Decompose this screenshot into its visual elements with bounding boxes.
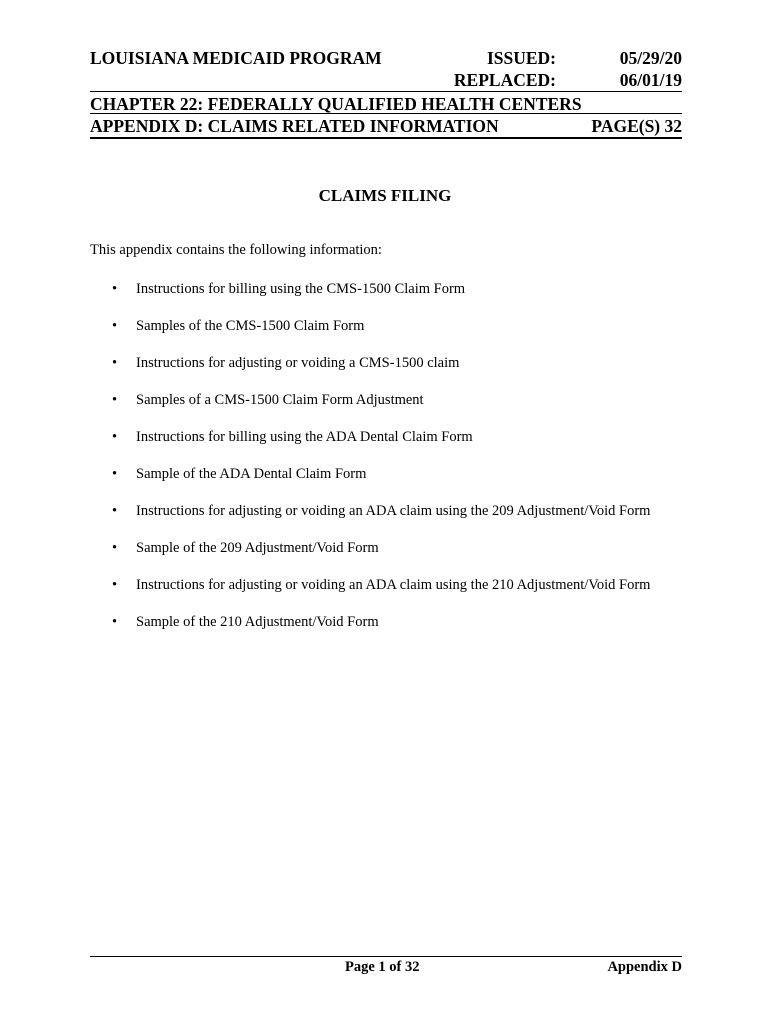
replaced-label: REPLACED: xyxy=(453,70,556,90)
bullet-icon: • xyxy=(112,318,118,334)
replaced-date: 06/01/19 xyxy=(619,70,682,90)
issued-date: 05/29/20 xyxy=(619,48,682,68)
bullet-icon: • xyxy=(112,429,118,445)
list-item-text: Samples of a CMS-1500 Claim Form Adjustment xyxy=(136,392,424,408)
issued-label: ISSUED: xyxy=(486,48,556,68)
bullet-icon: • xyxy=(112,503,118,519)
footer-section: Appendix D xyxy=(607,959,682,975)
page-count: PAGE(S) 32 xyxy=(591,116,682,136)
bullet-icon: • xyxy=(112,392,118,408)
list-item-text: Instructions for adjusting or voiding an ADA claim using the 209 Adjustment/Void Form xyxy=(136,503,651,519)
header-row-replaced xyxy=(90,68,682,92)
program-name: LOUISIANA MEDICAID PROGRAM xyxy=(90,48,382,68)
footer-divider xyxy=(90,956,682,957)
bullet-icon: • xyxy=(112,614,118,630)
bullet-icon: • xyxy=(112,355,118,371)
bullet-icon: • xyxy=(112,540,118,556)
list-item-text: Instructions for billing using the ADA Dental Claim Form xyxy=(136,429,473,445)
list-item-text: Sample of the 210 Adjustment/Void Form xyxy=(136,614,379,630)
list-item-text: Sample of the ADA Dental Claim Form xyxy=(136,466,367,482)
header-row-chapter xyxy=(90,91,682,114)
bullet-icon: • xyxy=(112,577,118,593)
intro-text: This appendix contains the following information: xyxy=(90,242,382,258)
header-row-appendix xyxy=(90,113,682,139)
header-row-program xyxy=(90,46,682,70)
list-item-text: Sample of the 209 Adjustment/Void Form xyxy=(136,540,379,556)
list-item-text: Instructions for adjusting or voiding an ADA claim using the 210 Adjustment/Void Form xyxy=(136,577,651,593)
chapter-title: CHAPTER 22: FEDERALLY QUALIFIED HEALTH CENTERS xyxy=(90,94,582,114)
list-item-text: Instructions for adjusting or voiding a CMS-1500 claim xyxy=(136,355,460,371)
list-item-text: Samples of the CMS-1500 Claim Form xyxy=(136,318,365,334)
bullet-icon: • xyxy=(112,281,118,297)
list-item-text: Instructions for billing using the CMS-1500 Claim Form xyxy=(136,281,466,297)
appendix-title: APPENDIX D: CLAIMS RELATED INFORMATION xyxy=(90,116,499,136)
footer-page-number: Page 1 of 32 xyxy=(345,959,420,975)
bullet-icon: • xyxy=(112,466,118,482)
page-title: CLAIMS FILING xyxy=(318,186,452,205)
